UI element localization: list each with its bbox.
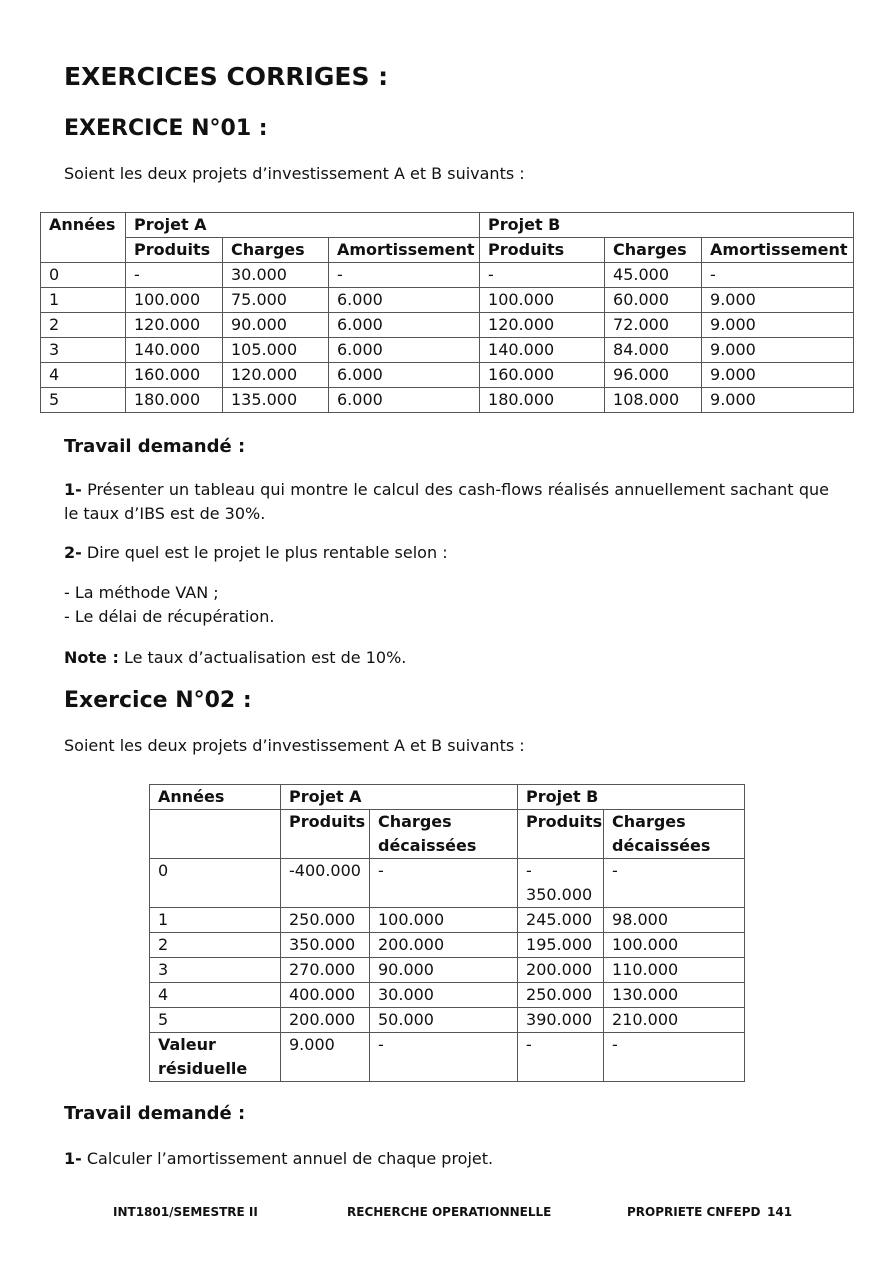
footer-page-number: 141 (767, 1205, 793, 1219)
table-cell: 5 (150, 1008, 281, 1033)
table-cell: -400.000 (281, 859, 370, 908)
table-cell: 9.000 (702, 313, 854, 338)
table-cell: 390.000 (518, 1008, 604, 1033)
table-cell: 0 (150, 859, 281, 908)
table-cell: 6.000 (329, 288, 480, 313)
table-cell: 1 (41, 288, 126, 313)
table-cell: - (480, 263, 605, 288)
table-cell: 90.000 (370, 958, 518, 983)
table-cell: - (370, 1033, 518, 1082)
table-cell: 75.000 (223, 288, 329, 313)
question-text: Calculer l’amortissement annuel de chaque projet. (81, 1149, 494, 1168)
exercise-2-task-heading: Travail demandé : (64, 1103, 246, 1124)
exercise-1-table (40, 212, 854, 413)
table-header-row (150, 785, 745, 810)
bullet-delai: - Le délai de récupération. (64, 607, 275, 626)
table-cell: - (370, 859, 518, 908)
table-row (41, 338, 854, 363)
table-cell: 30.000 (223, 263, 329, 288)
exercise-1-task-heading: Travail demandé : (64, 436, 246, 457)
table-cell: 108.000 (605, 388, 702, 413)
table-subheader-row (150, 810, 745, 859)
table-row (150, 859, 745, 908)
header-project-a: Projet A (281, 785, 518, 810)
table-cell: 400.000 (281, 983, 370, 1008)
header-charges-a: Charges décaissées (370, 810, 518, 859)
exercise-2-heading: Exercice N°02 : (64, 688, 252, 713)
table-cell: 100.000 (370, 908, 518, 933)
header-years: Années (41, 213, 126, 263)
table-row (41, 288, 854, 313)
note-label: Note : (64, 648, 119, 667)
table-cell: - 350.000 (518, 859, 604, 908)
table-row (150, 958, 745, 983)
table-cell: 130.000 (604, 983, 745, 1008)
question-number: 2- (64, 543, 82, 562)
header-produits-a: Produits (126, 238, 223, 263)
table-cell: 135.000 (223, 388, 329, 413)
header-produits-b: Produits (480, 238, 605, 263)
table-cell: 105.000 (223, 338, 329, 363)
table-row (150, 1008, 745, 1033)
table-cell: 200.000 (370, 933, 518, 958)
table-row (41, 263, 854, 288)
table-cell: 350.000 (281, 933, 370, 958)
header-years: Années (150, 785, 281, 810)
table-cell: 180.000 (480, 388, 605, 413)
table-cell: 100.000 (126, 288, 223, 313)
table-cell: 4 (150, 983, 281, 1008)
header-charges-b: Charges (605, 238, 702, 263)
table-cell: 84.000 (605, 338, 702, 363)
table-cell: 4 (41, 363, 126, 388)
footer-course-code: INT1801/SEMESTRE II (113, 1205, 258, 1219)
table-cell: 100.000 (480, 288, 605, 313)
table-cell: 50.000 (370, 1008, 518, 1033)
table-cell: - (604, 859, 745, 908)
table-row (150, 1033, 745, 1082)
table-cell: 0 (41, 263, 126, 288)
table-row (150, 933, 745, 958)
table-cell: 5 (41, 388, 126, 413)
table-cell: 200.000 (281, 1008, 370, 1033)
exercise-1-question-2 (64, 541, 448, 565)
bullet-van: - La méthode VAN ; (64, 583, 219, 602)
exercise-2-question-1 (64, 1147, 493, 1171)
footer-course-title: RECHERCHE OPERATIONNELLE (347, 1205, 552, 1219)
table-row (150, 908, 745, 933)
table-cell: 245.000 (518, 908, 604, 933)
table-cell: 2 (150, 933, 281, 958)
table-row (150, 983, 745, 1008)
table-cell: 90.000 (223, 313, 329, 338)
exercise-2-intro: Soient les deux projets d’investissement A et B suivants : (64, 736, 525, 755)
table-header-row (41, 213, 854, 238)
table-cell: 9.000 (281, 1033, 370, 1082)
table-cell: - (126, 263, 223, 288)
table-cell: 140.000 (480, 338, 605, 363)
exercise-1-question-1 (64, 478, 829, 526)
table-cell: 250.000 (281, 908, 370, 933)
table-cell: 3 (41, 338, 126, 363)
header-charges-b: Charges décaissées (604, 810, 745, 859)
table-cell: 1 (150, 908, 281, 933)
table-cell: 98.000 (604, 908, 745, 933)
table-cell: 160.000 (126, 363, 223, 388)
header-produits-b: Produits (518, 810, 604, 859)
table-cell: 160.000 (480, 363, 605, 388)
table-cell: 110.000 (604, 958, 745, 983)
table-cell: 60.000 (605, 288, 702, 313)
residual-value-label: Valeur résiduelle (150, 1033, 281, 1082)
table-cell: 140.000 (126, 338, 223, 363)
table-cell: 96.000 (605, 363, 702, 388)
table-cell: - (702, 263, 854, 288)
table-cell: 180.000 (126, 388, 223, 413)
table-cell: 45.000 (605, 263, 702, 288)
header-amortissement-b: Amortissement (702, 238, 854, 263)
header-charges-a: Charges (223, 238, 329, 263)
table-cell: 2 (41, 313, 126, 338)
table-cell: 6.000 (329, 363, 480, 388)
header-project-b: Projet B (518, 785, 745, 810)
table-cell: 9.000 (702, 388, 854, 413)
table-cell: 6.000 (329, 388, 480, 413)
exercise-2-table (149, 784, 745, 1082)
empty-cell (150, 810, 281, 859)
question-number: 1- (64, 480, 82, 499)
question-number: 1- (64, 1149, 82, 1168)
note-text: Le taux d’actualisation est de 10%. (118, 648, 407, 667)
table-cell: - (329, 263, 480, 288)
table-cell: 120.000 (480, 313, 605, 338)
header-amortissement-a: Amortissement (329, 238, 480, 263)
exercise-1-intro: Soient les deux projets d’investissement A et B suivants : (64, 164, 525, 183)
header-project-b: Projet B (480, 213, 854, 238)
question-text: Présenter un tableau qui montre le calcul des cash-flows réalisés annuellement sachant que le taux d’IBS est de 30%. (64, 480, 829, 523)
table-cell: 6.000 (329, 313, 480, 338)
header-project-a: Projet A (126, 213, 480, 238)
table-cell: 250.000 (518, 983, 604, 1008)
table-cell: 9.000 (702, 338, 854, 363)
table-row (41, 388, 854, 413)
table-cell: 210.000 (604, 1008, 745, 1033)
table-subheader-row (41, 238, 854, 263)
table-cell: 120.000 (126, 313, 223, 338)
header-produits-a: Produits (281, 810, 370, 859)
table-cell: - (604, 1033, 745, 1082)
table-cell: 200.000 (518, 958, 604, 983)
table-cell: 9.000 (702, 363, 854, 388)
table-row (41, 313, 854, 338)
table-cell: 9.000 (702, 288, 854, 313)
page-title: EXERCICES CORRIGES : (64, 62, 389, 91)
table-cell: 120.000 (223, 363, 329, 388)
table-cell: 72.000 (605, 313, 702, 338)
table-cell: 195.000 (518, 933, 604, 958)
table-cell: 30.000 (370, 983, 518, 1008)
question-text: Dire quel est le projet le plus rentable selon : (81, 543, 448, 562)
table-cell: 3 (150, 958, 281, 983)
table-cell: 270.000 (281, 958, 370, 983)
table-cell: 6.000 (329, 338, 480, 363)
exercise-1-heading: EXERCICE N°01 : (64, 116, 268, 141)
footer-ownership: PROPRIETE CNFEPD (627, 1205, 761, 1219)
exercise-1-note (64, 646, 406, 670)
table-row (41, 363, 854, 388)
table-cell: 100.000 (604, 933, 745, 958)
table-cell: - (518, 1033, 604, 1082)
